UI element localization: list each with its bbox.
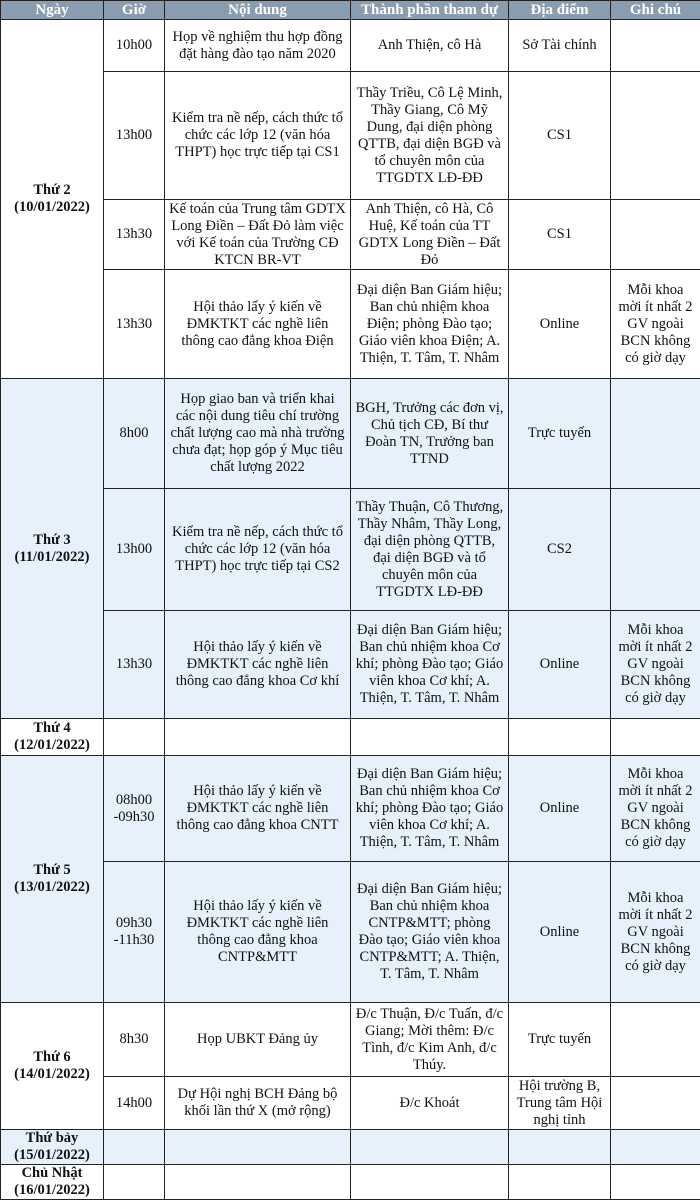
location-cell: Hội trường B, Trung tâm Hội nghị tỉnh bbox=[509, 1077, 611, 1130]
attendees-cell: BGH, Trưởng các đơn vị, Chủ tịch CĐ, Bí thư Đoàn TN, Trưởng ban TTND bbox=[351, 379, 509, 489]
time-cell bbox=[104, 1130, 165, 1165]
day-cell-fri bbox=[1, 1003, 104, 1130]
header-attendees: Thành phần tham dự bbox=[351, 1, 509, 20]
note-cell bbox=[611, 20, 700, 72]
time-cell: 13h00 bbox=[104, 489, 165, 611]
location-cell: Trực tuyến bbox=[509, 379, 611, 489]
attendees-cell: Đại diện Ban Giám hiệu; Ban chủ nhiệm khoa Điện; phòng Đào tạo; Giáo viên khoa Điện; A. Thiện, T. Tâm, T. Nhâm bbox=[351, 270, 509, 379]
note-cell: Mỗi khoa mời ít nhất 2 GV ngoài BCN không có giờ dạy bbox=[611, 611, 700, 719]
time-cell: 09h30 -11h30 bbox=[104, 862, 165, 1003]
attendees-cell: Đại diện Ban Giám hiệu; Ban chủ nhiệm khoa Cơ khí; phòng Đào tạo; Giáo viên khoa Cơ khí; A. Thiện, T. Tâm, T. Nhâm bbox=[351, 756, 509, 862]
day-date: (14/01/2022) bbox=[14, 1066, 90, 1082]
table-row bbox=[1, 72, 700, 200]
day-date: (10/01/2022) bbox=[14, 199, 90, 215]
location-cell bbox=[509, 1165, 611, 1200]
note-cell bbox=[611, 1003, 700, 1077]
note-cell: Mỗi khoa mời ít nhất 2 GV ngoài BCN không có giờ dạy bbox=[611, 270, 700, 379]
day-cell-thu bbox=[1, 756, 104, 1003]
table-row bbox=[1, 1165, 700, 1200]
attendees-cell bbox=[351, 1130, 509, 1165]
table-row bbox=[1, 379, 700, 489]
day-cell-tue bbox=[1, 379, 104, 719]
header-day: Ngày bbox=[1, 1, 104, 20]
header-row bbox=[1, 1, 700, 20]
note-cell bbox=[611, 379, 700, 489]
location-cell: Trực tuyến bbox=[509, 1003, 611, 1077]
attendees-cell bbox=[351, 719, 509, 756]
header-note: Ghi chú bbox=[611, 1, 700, 20]
location-cell: Online bbox=[509, 862, 611, 1003]
content-cell: Kiểm tra nề nếp, cách thức tổ chức các lớp 12 (văn hóa THPT) học trực tiếp tại CS1 bbox=[165, 72, 351, 200]
day-date: (15/01/2022) bbox=[14, 1147, 90, 1163]
location-cell bbox=[509, 1130, 611, 1165]
header-time: Giờ bbox=[104, 1, 165, 20]
day-name: Chủ Nhật bbox=[21, 1165, 83, 1181]
day-cell-mon bbox=[1, 20, 104, 379]
day-date: (12/01/2022) bbox=[14, 737, 90, 753]
content-cell bbox=[165, 1165, 351, 1200]
content-cell: Họp UBKT Đảng ủy bbox=[165, 1003, 351, 1077]
time-cell bbox=[104, 719, 165, 756]
location-cell: CS1 bbox=[509, 72, 611, 200]
note-cell bbox=[611, 1165, 700, 1200]
day-name: Thứ 2 bbox=[33, 182, 71, 198]
table-row bbox=[1, 611, 700, 719]
time-cell: 8h30 bbox=[104, 1003, 165, 1077]
content-cell: Hội thảo lấy ý kiến về ĐMKTKT các nghề liên thông cao đẳng khoa CNTT bbox=[165, 756, 351, 862]
location-cell: CS2 bbox=[509, 489, 611, 611]
attendees-cell bbox=[351, 1165, 509, 1200]
day-name: Thứ 3 bbox=[33, 531, 71, 548]
note-cell: Mỗi khoa mời ít nhất 2 GV ngoài BCN không có giờ dạy bbox=[611, 756, 700, 862]
content-cell: Họp giao ban và triển khai các nội dung tiêu chí trường chất lượng cao mà nhà trường chưa đạt; họp góp ý Mục tiêu chất lượng 2022 bbox=[165, 379, 351, 489]
table-row bbox=[1, 1130, 700, 1165]
content-cell: Dự Hội nghị BCH Đảng bộ khối lần thứ X (mở rộng) bbox=[165, 1077, 351, 1130]
day-date: (11/01/2022) bbox=[14, 548, 90, 565]
time-cell: 13h30 bbox=[104, 270, 165, 379]
content-cell: Kế toán của Trung tâm GDTX Long Điền – Đất Đỏ làm việc với Kế toán của Trường CĐ KTCN BR-VT bbox=[165, 200, 351, 270]
time-cell: 13h30 bbox=[104, 200, 165, 270]
location-cell: CS1 bbox=[509, 200, 611, 270]
table-row bbox=[1, 756, 700, 862]
table-row bbox=[1, 1003, 700, 1077]
attendees-cell: Đ/c Khoát bbox=[351, 1077, 509, 1130]
note-cell bbox=[611, 72, 700, 200]
day-name: Thứ bảy bbox=[25, 1130, 79, 1146]
day-name: Thứ 5 bbox=[33, 862, 71, 878]
note-cell bbox=[611, 1077, 700, 1130]
location-cell: Online bbox=[509, 611, 611, 719]
attendees-cell: Đ/c Thuận, Đ/c Tuấn, đ/c Giang; Mời thêm: Đ/c Tình, đ/c Kim Anh, đ/c Thúy. bbox=[351, 1003, 509, 1077]
note-cell bbox=[611, 719, 700, 756]
location-cell bbox=[509, 719, 611, 756]
day-name: Thứ 6 bbox=[33, 1049, 71, 1065]
time-cell: 13h30 bbox=[104, 611, 165, 719]
table-row bbox=[1, 489, 700, 611]
day-cell-sun bbox=[1, 1165, 104, 1200]
day-date: (13/01/2022) bbox=[14, 879, 90, 895]
day-cell-sat bbox=[1, 1130, 104, 1165]
attendees-cell: Đại diện Ban Giám hiệu; Ban chủ nhiệm khoa CNTP&MTT; phòng Đào tạo; Giáo viên khoa CNTP&MTT; A. Thiện, T. Tâm, T. Nhâm bbox=[351, 862, 509, 1003]
time-cell: 08h00 -09h30 bbox=[104, 756, 165, 862]
header-content: Nội dung bbox=[165, 1, 351, 20]
time-cell: 14h00 bbox=[104, 1077, 165, 1130]
content-cell bbox=[165, 1130, 351, 1165]
content-cell bbox=[165, 719, 351, 756]
day-name: Thứ 4 bbox=[33, 720, 71, 736]
attendees-cell: Anh Thiện, cô Hà bbox=[351, 20, 509, 72]
content-cell: Kiểm tra nề nếp, cách thức tổ chức các lớp 12 (văn hóa THPT) học trực tiếp tại CS2 bbox=[165, 489, 351, 611]
table-row bbox=[1, 1077, 700, 1130]
day-date: (16/01/2022) bbox=[14, 1182, 90, 1198]
content-cell: Họp về nghiệm thu hợp đồng đặt hàng đào tạo năm 2020 bbox=[165, 20, 351, 72]
table-row bbox=[1, 270, 700, 379]
table-row bbox=[1, 862, 700, 1003]
table-row bbox=[1, 20, 700, 72]
note-cell bbox=[611, 200, 700, 270]
attendees-cell: Thầy Thuận, Cô Thương, Thầy Nhâm, Thầy Long, đại diện phòng QTTB, đại diện BGĐ và tổ chuyên môn của TTGDTX LĐ-ĐĐ bbox=[351, 489, 509, 611]
content-cell: Hội thảo lấy ý kiến về ĐMKTKT các nghề liên thông cao đẳng khoa CNTP&MTT bbox=[165, 862, 351, 1003]
location-cell: Online bbox=[509, 270, 611, 379]
table-row bbox=[1, 719, 700, 756]
attendees-cell: Thầy Triều, Cô Lệ Minh, Thầy Giang, Cô Mỹ Dung, đại diện phòng QTTB, đại diện BGĐ và tổ chuyên môn của TTGDTX LĐ-ĐĐ bbox=[351, 72, 509, 200]
header-location: Địa điểm bbox=[509, 1, 611, 20]
location-cell: Sở Tài chính bbox=[509, 20, 611, 72]
content-cell: Hội thảo lấy ý kiến về ĐMKTKT các nghề liên thông cao đẳng khoa Cơ khí bbox=[165, 611, 351, 719]
note-cell: Mỗi khoa mời ít nhất 2 GV ngoài BCN không có giờ dạy bbox=[611, 862, 700, 1003]
note-cell bbox=[611, 489, 700, 611]
location-cell: Online bbox=[509, 756, 611, 862]
time-cell bbox=[104, 1165, 165, 1200]
time-cell: 8h00 bbox=[104, 379, 165, 489]
attendees-cell: Anh Thiện, cô Hà, Cô Huệ, Kế toán của TT GDTX Long Điền – Đất Đỏ bbox=[351, 200, 509, 270]
table-row bbox=[1, 200, 700, 270]
time-cell: 10h00 bbox=[104, 20, 165, 72]
note-cell bbox=[611, 1130, 700, 1165]
content-cell: Hội thảo lấy ý kiến về ĐMKTKT các nghề liên thông cao đẳng khoa Điện bbox=[165, 270, 351, 379]
attendees-cell: Đại diện Ban Giám hiệu; Ban chủ nhiệm khoa Cơ khí; phòng Đào tạo; Giáo viên khoa Cơ khí; A. Thiện, T. Tâm, T. Nhâm bbox=[351, 611, 509, 719]
time-cell: 13h00 bbox=[104, 72, 165, 200]
day-cell-wed bbox=[1, 719, 104, 756]
